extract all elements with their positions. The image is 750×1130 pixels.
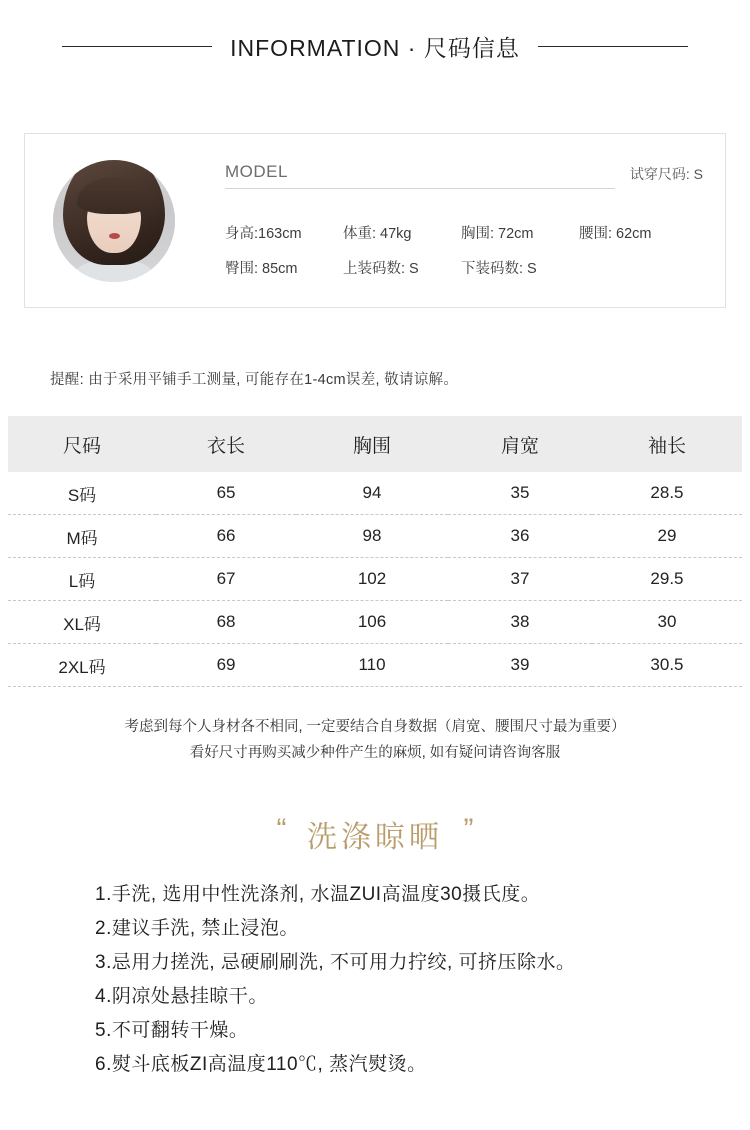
- sizing-tips: [0, 714, 750, 766]
- sizing-tip-line-2: 看好尺寸再购买减少种件产生的麻烦, 如有疑问请咨询客服: [189, 745, 561, 761]
- wash-care-item: 4.阴凉处悬挂晾干。: [95, 986, 268, 1007]
- cell-bust: 98: [296, 515, 448, 558]
- wash-care-item: 5.不可翻转干燥。: [95, 1020, 249, 1041]
- model-label: MODEL: [225, 162, 288, 181]
- cell-size: M码: [8, 515, 156, 558]
- wash-care-item: 1.手洗, 选用中性洗涤剂, 水温ZUI高温度30摄氏度。: [95, 884, 541, 905]
- cell-bust: 106: [296, 601, 448, 644]
- cell-bust: 102: [296, 558, 448, 601]
- cell-size: S码: [8, 472, 156, 515]
- cell-sleeve: 28.5: [592, 472, 742, 515]
- quote-right-mark: ”: [463, 813, 474, 846]
- cell-length: 69: [156, 644, 296, 687]
- cell-shoulder: 36: [448, 515, 592, 558]
- table-header-size: 尺码: [8, 416, 156, 472]
- sizing-tip-line-1: 考虑到每个人身材各不相同, 一定要结合自身数据（肩宽、腰围尺寸最为重要）: [124, 719, 626, 735]
- model-top-size: 上装码数: S: [343, 261, 419, 277]
- cell-shoulder: 37: [448, 558, 592, 601]
- table-row: [8, 515, 742, 558]
- model-tryon-size: 试穿尺码: S: [629, 166, 703, 182]
- table-header-shoulder: 肩宽: [448, 416, 592, 472]
- avatar-image: [53, 160, 175, 282]
- cell-sleeve: 29.5: [592, 558, 742, 601]
- table-header-row: [8, 416, 742, 472]
- table-header-bust: 胸围: [296, 416, 448, 472]
- table-header-length: 衣长: [156, 416, 296, 472]
- table-row: [8, 558, 742, 601]
- cell-shoulder: 38: [448, 601, 592, 644]
- cell-size: L码: [8, 558, 156, 601]
- page-title: INFORMATION · 尺码信息: [230, 35, 520, 61]
- cell-sleeve: 29: [592, 515, 742, 558]
- model-height: 身高:163cm: [225, 226, 302, 242]
- wash-care-heading: [0, 812, 750, 856]
- quote-left-mark: “: [276, 813, 287, 846]
- page-header: [0, 0, 750, 63]
- wash-care-title: 洗涤晾晒: [307, 821, 443, 854]
- measurement-notice: 提醒: 由于采用平铺手工测量, 可能存在1-4cm误差, 敬请谅解。: [50, 372, 459, 388]
- wash-care-item: 6.熨斗底板ZI高温度110℃, 蒸汽熨烫。: [95, 1054, 427, 1075]
- model-divider: [225, 188, 615, 189]
- wash-care-item: 2.建议手洗, 禁止浸泡。: [95, 918, 299, 939]
- cell-length: 66: [156, 515, 296, 558]
- cell-shoulder: 35: [448, 472, 592, 515]
- model-waist: 腰围: 62cm: [579, 226, 652, 242]
- header-rule-right: [538, 46, 688, 47]
- model-bottom-size: 下装码数: S: [461, 261, 537, 277]
- avatar: [53, 160, 175, 282]
- model-spec-row-1: [225, 222, 652, 243]
- cell-shoulder: 39: [448, 644, 592, 687]
- cell-bust: 110: [296, 644, 448, 687]
- cell-length: 67: [156, 558, 296, 601]
- wash-care-item: 3.忌用力搓洗, 忌硬刷刷洗, 不可用力拧绞, 可挤压除水。: [95, 952, 576, 973]
- cell-bust: 94: [296, 472, 448, 515]
- table-row: [8, 601, 742, 644]
- wash-care-list: [95, 878, 695, 1082]
- cell-size: XL码: [8, 601, 156, 644]
- table-row: [8, 472, 742, 515]
- table-row: [8, 644, 742, 687]
- cell-sleeve: 30: [592, 601, 742, 644]
- cell-size: 2XL码: [8, 644, 156, 687]
- model-bust: 胸围: 72cm: [461, 226, 534, 242]
- cell-sleeve: 30.5: [592, 644, 742, 687]
- table-header-sleeve: 袖长: [592, 416, 742, 472]
- header-rule-left: [62, 46, 212, 47]
- model-spec-row-2: [225, 257, 537, 278]
- model-info-card: [24, 133, 726, 308]
- model-hip: 臀围: 85cm: [225, 261, 298, 277]
- cell-length: 65: [156, 472, 296, 515]
- size-table: [8, 416, 742, 687]
- cell-length: 68: [156, 601, 296, 644]
- model-weight: 体重: 47kg: [343, 226, 412, 242]
